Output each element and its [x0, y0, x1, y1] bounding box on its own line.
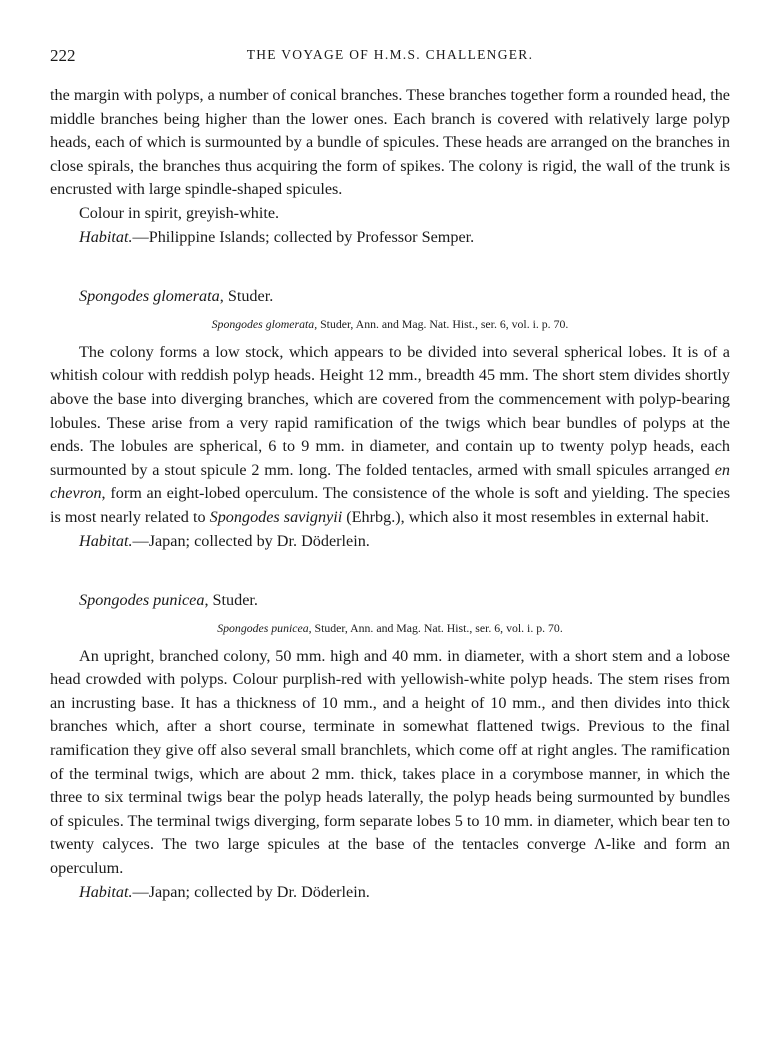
habitat-line — [50, 226, 730, 250]
species-name: Spongodes punicea — [79, 591, 205, 610]
description-italic-1: en chevron — [50, 460, 730, 503]
species-author: , Studer. — [204, 591, 258, 610]
habitat-line — [50, 881, 730, 905]
habitat-text: —Japan; collected by Dr. Döderlein. — [132, 531, 370, 550]
citation-text: , Studer, Ann. and Mag. Nat. Hist., ser. 6, vol. i. p. 70. — [308, 620, 563, 635]
citation-text: , Studer, Ann. and Mag. Nat. Hist., ser. 6, vol. i. p. 70. — [314, 316, 569, 331]
habitat-text: —Philippine Islands; collected by Professor Semper. — [132, 227, 475, 246]
description-glomerata — [50, 341, 730, 530]
species-heading-glomerata — [50, 285, 730, 309]
continuation-paragraph: the margin with polyps, a number of conical branches. These branches together form a rounded head, the middle branches being higher than the lower ones. Each branch is covered with relatively large polyp heads, each of which is surmounted by a bundle of spicules. These heads are arranged on the branches in close spirals, the branches thus acquiring the form of spikes. The colony is rigid, the wall of the trunk is encrusted with large spindle-shaped spicules. — [50, 86, 730, 199]
habitat-label: Habitat. — [79, 227, 133, 246]
citation-name: Spongodes glomerata — [211, 316, 315, 331]
page-body — [50, 84, 730, 904]
description-punicea: An upright, branched colony, 50 mm. high and 40 mm. in diameter, with a short stem and a lobose head crowded with polyps. Colour purplish-red with yellowish-white polyp heads. The stem rises from an incrusting base. It has a thickness of 10 mm., and a height of 10 mm., and then divides into thick branches which, after a short course, terminate in somewhat flattened twigs. Previous to the final ramification they give off also several small branchlets, which come off at right angles. The ramification of the terminal twigs, which are about 2 mm. thick, takes place in a corymbose manner, in which the three to six terminal twigs bear the polyp heads laterally, the polyp heads being surmounted by bundles of spicules. The terminal twigs diverging, form separate lobes 5 to 10 mm. in diameter, which bear ten to twenty calyces. The two large spicules at the base of the tentacles converge Λ-like and form an operculum. — [50, 646, 730, 878]
citation-glomerata — [50, 315, 730, 333]
page-header — [50, 46, 730, 70]
species-heading-punicea — [50, 589, 730, 613]
page-number: 222 — [50, 46, 76, 65]
description-text-3: (Ehrbg.), which also it most resembles in external habit. — [342, 507, 710, 526]
habitat-text: —Japan; collected by Dr. Döderlein. — [132, 882, 370, 901]
colour-note: Colour in spirit, greyish-white. — [79, 203, 280, 222]
running-title: THE VOYAGE OF H.M.S. CHALLENGER. — [246, 47, 534, 62]
species-name: Spongodes glomerata — [79, 287, 220, 306]
habitat-line — [50, 530, 730, 554]
habitat-label: Habitat. — [79, 531, 133, 550]
description-text-2: , form an eight-lobed operculum. The consistence of the whole is soft and yielding. The species is most nearly related to — [50, 484, 730, 526]
citation-punicea — [50, 619, 730, 637]
habitat-label: Habitat. — [79, 882, 133, 901]
description-text-1: The colony forms a low stock, which appears to be divided into several spherical lobes. It is of a whitish colour with reddish polyp heads. Height 12 mm., breadth 45 mm. The short stem divides shortly above the base into diverging branches, which are covered from the commencement with polyp-bearing lobules. These arise from a very rapid ramification of the twigs which bear bundles of polyps at the ends. The lobules are spherical, 6 to 9 mm. in diameter, and contain up to twenty polyp heads, each surmounted by a stout spicule 2 mm. long. The folded tentacles, armed with small spicules arranged — [50, 342, 730, 479]
citation-name: Spongodes punicea — [217, 620, 309, 635]
species-author: , Studer. — [219, 287, 274, 306]
description-italic-2: Spongodes savignyii — [209, 507, 343, 526]
